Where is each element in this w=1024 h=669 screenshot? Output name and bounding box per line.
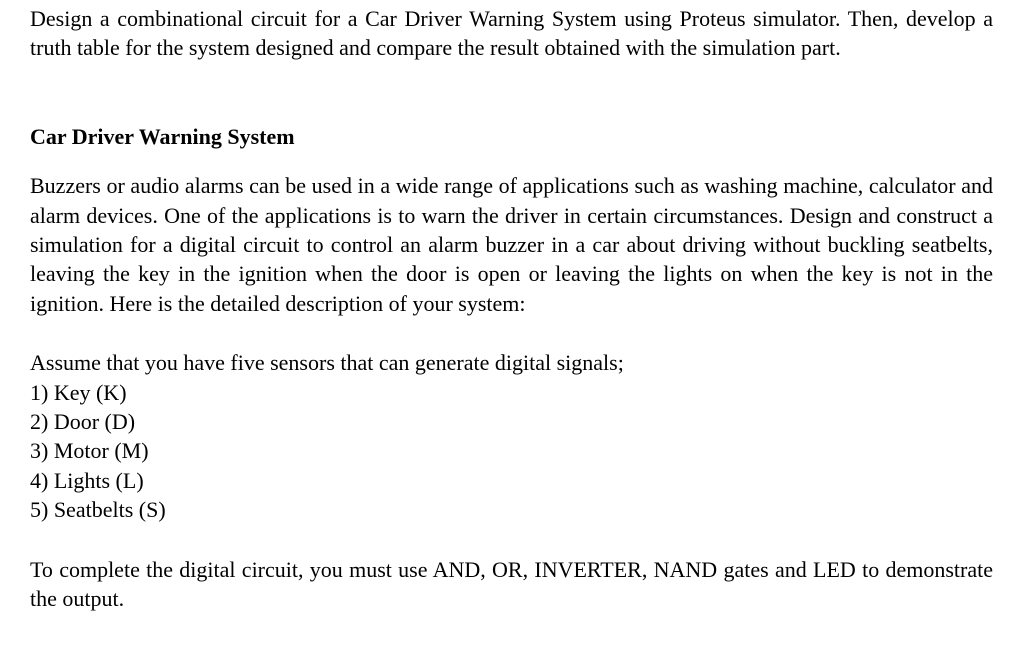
sensors-intro: Assume that you have five sensors that can generate digital signals; (30, 350, 624, 376)
spacer (30, 318, 993, 348)
section-heading: Car Driver Warning System (30, 123, 295, 149)
sensor-item-key: 1) Key (K) (30, 379, 127, 405)
sensor-list (30, 378, 993, 525)
spacer (30, 151, 993, 171)
spacer (30, 63, 993, 122)
spacer (30, 525, 993, 555)
sensor-item-door: 2) Door (D) (30, 409, 136, 435)
closing-paragraph: To complete the digital circuit, you must use AND, OR, INVERTER, NAND gates and LED to demonstrate the output. (30, 556, 993, 612)
task-paragraph: Design a combinational circuit for a Car Driver Warning System using Proteus simulator. Then, develop a truth table for the system designed and compare the result obtained with the simulation part. (30, 6, 993, 61)
sensor-item-lights: 4) Lights (L) (30, 467, 144, 493)
sensor-item-motor: 3) Motor (M) (30, 438, 149, 464)
document-body (30, 4, 993, 614)
description-paragraph: Buzzers or audio alarms can be used in a wide range of applications such as washing machine, calculator and alarm devices. One of the applications is to warn the driver in certain circumstances. Design and construct a simulation for a digital circuit to control an alarm buzzer in a car about driving without buckling seatbelts, leaving the key in the ignition when the door is open or leaving the lights on when the key is not in the ignition. Here is the detailed description of your system: (30, 173, 993, 316)
sensor-item-seatbelts: 5) Seatbelts (S) (30, 497, 166, 523)
